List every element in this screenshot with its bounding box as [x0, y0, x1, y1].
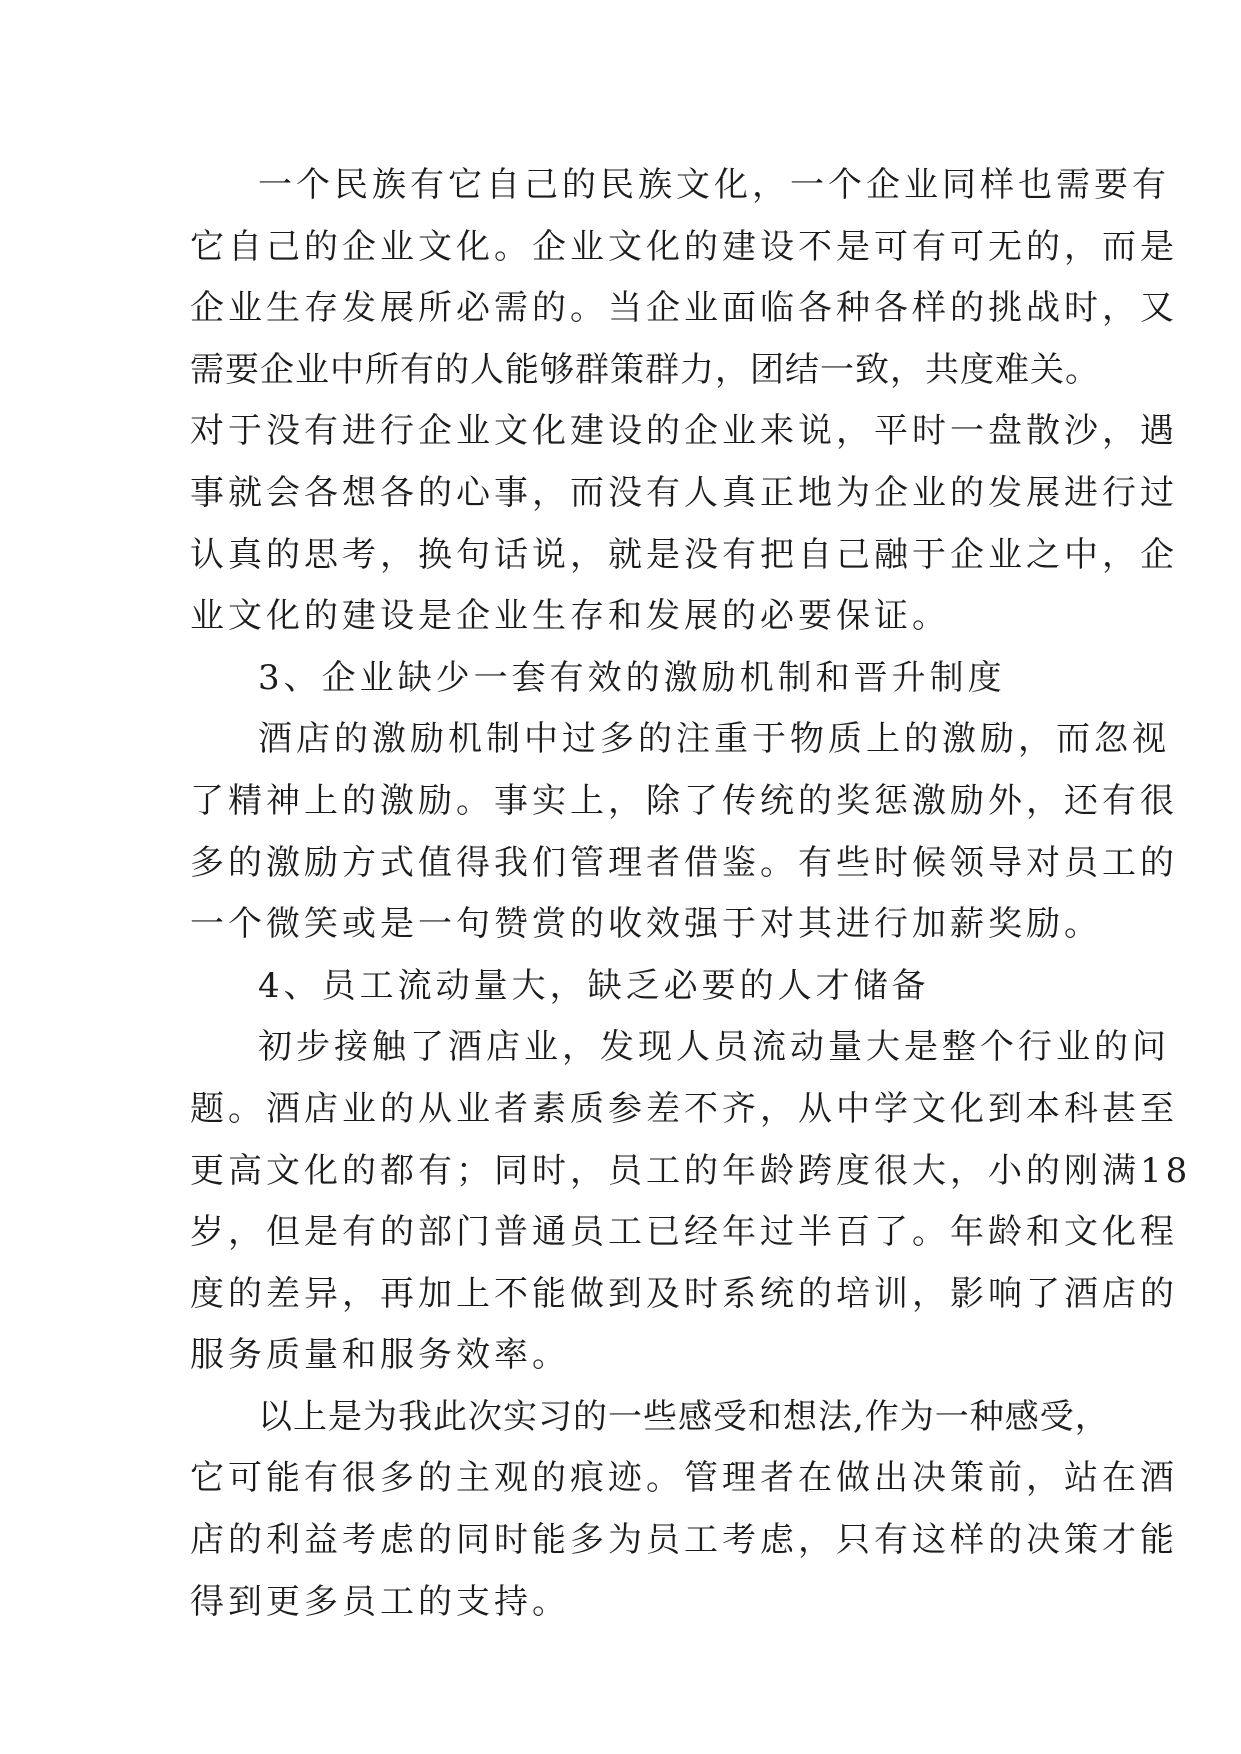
- paragraph-line: 岁，但是有的部门普通员工已经年过半百了。年龄和文化程: [190, 1212, 1178, 1253]
- paragraph-line: 一个微笑或是一句赞赏的收效强于对其进行加薪奖励。: [190, 904, 1102, 945]
- paragraph-line: 店的利益考虑的同时能多为员工考虑，只有这样的决策才能: [190, 1520, 1178, 1561]
- paragraph-line: 得到更多员工的支持。: [190, 1581, 570, 1622]
- paragraph-line: 更高文化的都有；同时，员工的年龄跨度很大，小的刚满18: [190, 1150, 1192, 1191]
- paragraph-line: 初步接触了酒店业，发现人员流动量大是整个行业的问: [258, 1027, 1170, 1068]
- paragraph-line: 度的差异，再加上不能做到及时系统的培训，影响了酒店的: [190, 1273, 1178, 1314]
- paragraph-line: 业文化的建设是企业生存和发展的必要保证。: [190, 596, 950, 637]
- paragraph-line: 一个民族有它自己的民族文化，一个企业同样也需要有: [258, 165, 1170, 205]
- paragraph-line: 事就会各想各的心事，而没有人真正地为企业的发展进行过: [190, 472, 1178, 513]
- paragraph-line: 认真的思考，换句话说，就是没有把自己融于企业之中，企: [190, 534, 1178, 575]
- paragraph-line: 需要企业中所有的人能够群策群力，团结一致，共度难关。: [190, 349, 1100, 390]
- paragraph-line: 对于没有进行企业文化建设的企业来说，平时一盘散沙，遇: [190, 411, 1178, 452]
- section-heading: 3、企业缺少一套有效的激励机制和晋升制度: [258, 657, 1006, 698]
- paragraph-line: 它可能有很多的主观的痕迹。管理者在做出决策前，站在酒: [190, 1458, 1178, 1499]
- section-heading: 4、员工流动量大，缺乏必要的人才储备: [258, 965, 930, 1006]
- paragraph-line: 它自己的企业文化。企业文化的建设不是可有可无的，而是: [190, 226, 1178, 267]
- paragraph-line: 以上是为我此次实习的一些感受和想法,作为一种感受，: [258, 1396, 1110, 1437]
- paragraph-line: 酒店的激励机制中过多的注重于物质上的激励，而忽视: [258, 719, 1170, 760]
- paragraph-line: 企业生存发展所必需的。当企业面临各种各样的挑战时，又: [190, 288, 1178, 329]
- paragraph-line: 题。酒店业的从业者素质参差不齐，从中学文化到本科甚至: [190, 1088, 1178, 1129]
- paragraph-line: 多的激励方式值得我们管理者借鉴。有些时候领导对员工的: [190, 842, 1178, 883]
- document-body: [190, 155, 1192, 1633]
- paragraph-line: 了精神上的激励。事实上，除了传统的奖惩激励外，还有很: [190, 780, 1178, 821]
- paragraph-line: 服务质量和服务效率。: [190, 1335, 570, 1376]
